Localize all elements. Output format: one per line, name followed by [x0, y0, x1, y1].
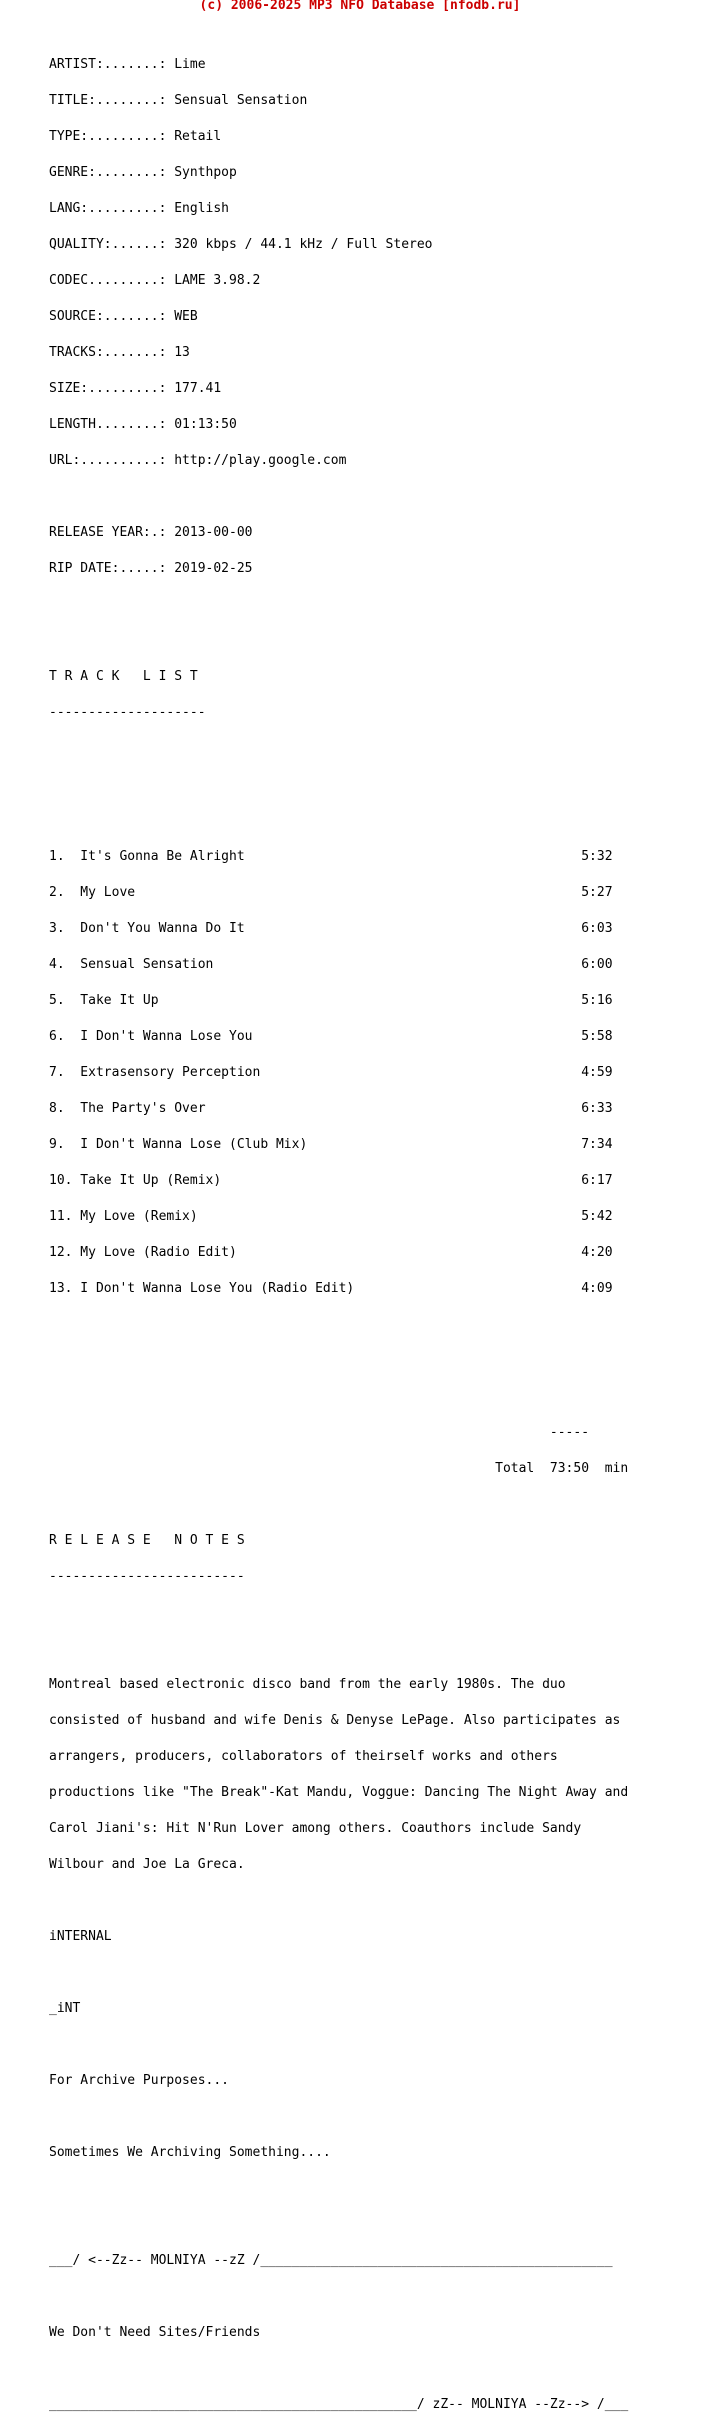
spacer: [49, 1355, 628, 1367]
track-row: 10. Take It Up (Remix) 6:17: [49, 1173, 613, 1188]
spacer: [49, 599, 628, 611]
notes-line: consisted of husband and wife Denis & Denyse LePage. Also participates as: [49, 1713, 621, 1728]
notes-line: Carol Jiani's: Hit N'Run Lover among others. Coauthors include Sandy: [49, 1821, 582, 1836]
notes-line: Wilbour and Joe La Greca.: [49, 1857, 245, 1872]
spacer: [49, 2111, 628, 2123]
track-row: 1. It's Gonna Be Alright 5:32: [49, 849, 613, 864]
total-rule: -----: [49, 1425, 590, 1440]
spacer: [49, 1895, 628, 1907]
int-tag: _iNT: [49, 2001, 81, 2016]
molniya-banner-bottom: _______________________________________________/ zZ-- MOLNIYA --Zz--> /___: [49, 2397, 629, 2412]
info-length: LENGTH........: 01:13:50: [49, 417, 237, 432]
notes-heading: R E L E A S E N O T E S: [49, 1533, 245, 1548]
notes-rule: -------------------------: [49, 1569, 245, 1584]
total-line: Total 73:50 min: [49, 1461, 629, 1476]
tracklist-heading: T R A C K L I S T: [49, 669, 198, 684]
track-row: 11. My Love (Remix) 5:42: [49, 1209, 613, 1224]
info-title: TITLE:........: Sensual Sensation: [49, 93, 308, 108]
info-url: URL:..........: http://play.google.com: [49, 453, 347, 468]
notes-line: Montreal based electronic disco band from the early 1980s. The duo: [49, 1677, 566, 1692]
track-row: 7. Extrasensory Perception 4:59: [49, 1065, 613, 1080]
notes-line: arrangers, producers, collaborators of theirself works and others: [49, 1749, 558, 1764]
info-genre: GENRE:........: Synthpop: [49, 165, 237, 180]
spacer: [49, 743, 628, 755]
site-header: (c) 2006-2025 MP3 NFO Database [nfodb.ru]: [199, 0, 521, 13]
spacer: [49, 2219, 628, 2231]
release-year: RELEASE YEAR:.: 2013-00-00: [49, 525, 253, 540]
track-row: 3. Don't You Wanna Do It 6:03: [49, 921, 613, 936]
archiving-line: Sometimes We Archiving Something....: [49, 2145, 331, 2160]
info-tracks: TRACKS:.......: 13: [49, 345, 190, 360]
internal-tag: iNTERNAL: [49, 1929, 112, 1944]
spacer: [49, 2039, 628, 2051]
track-row: 5. Take It Up 5:16: [49, 993, 613, 1008]
track-row: 12. My Love (Radio Edit) 4:20: [49, 1245, 613, 1260]
info-size: SIZE:.........: 177.41: [49, 381, 222, 396]
spacer: [49, 1391, 628, 1403]
spacer: [49, 635, 628, 647]
archive-line: For Archive Purposes...: [49, 2073, 230, 2088]
info-quality: QUALITY:......: 320 kbps / 44.1 kHz / Full Stereo: [49, 237, 433, 252]
rip-date: RIP DATE:.....: 2019-02-25: [49, 561, 253, 576]
spacer: [49, 779, 628, 791]
spacer: [49, 491, 628, 503]
info-source: SOURCE:.......: WEB: [49, 309, 198, 324]
track-row: 13. I Don't Wanna Lose You (Radio Edit) 4:09: [49, 1281, 613, 1296]
track-row: 2. My Love 5:27: [49, 885, 613, 900]
spacer: [49, 1607, 628, 1619]
notes-line: productions like "The Break"-Kat Mandu, Voggue: Dancing The Night Away and: [49, 1785, 629, 1800]
spacer: [49, 1643, 628, 1655]
molniya-banner-top: ___/ <--Zz-- MOLNIYA --zZ /_____________________________________________: [49, 2253, 613, 2268]
info-codec: CODEC.........: LAME 3.98.2: [49, 273, 261, 288]
spacer: [49, 2183, 628, 2195]
spacer: [49, 2363, 628, 2375]
track-row: 4. Sensual Sensation 6:00: [49, 957, 613, 972]
spacer: [49, 1499, 628, 1511]
sites-line: We Don't Need Sites/Friends: [49, 2325, 261, 2340]
spacer: [49, 815, 628, 827]
nfo-text: [49, 35, 628, 2423]
spacer: [49, 2291, 628, 2303]
spacer: [49, 1967, 628, 1979]
spacer: [49, 1319, 628, 1331]
tracklist-rule: --------------------: [49, 705, 206, 720]
track-row: 6. I Don't Wanna Lose You 5:58: [49, 1029, 613, 1044]
info-lang: LANG:.........: English: [49, 201, 230, 216]
track-row: 8. The Party's Over 6:33: [49, 1101, 613, 1116]
info-artist: ARTIST:.......: Lime: [49, 57, 206, 72]
track-row: 9. I Don't Wanna Lose (Club Mix) 7:34: [49, 1137, 613, 1152]
info-type: TYPE:.........: Retail: [49, 129, 222, 144]
